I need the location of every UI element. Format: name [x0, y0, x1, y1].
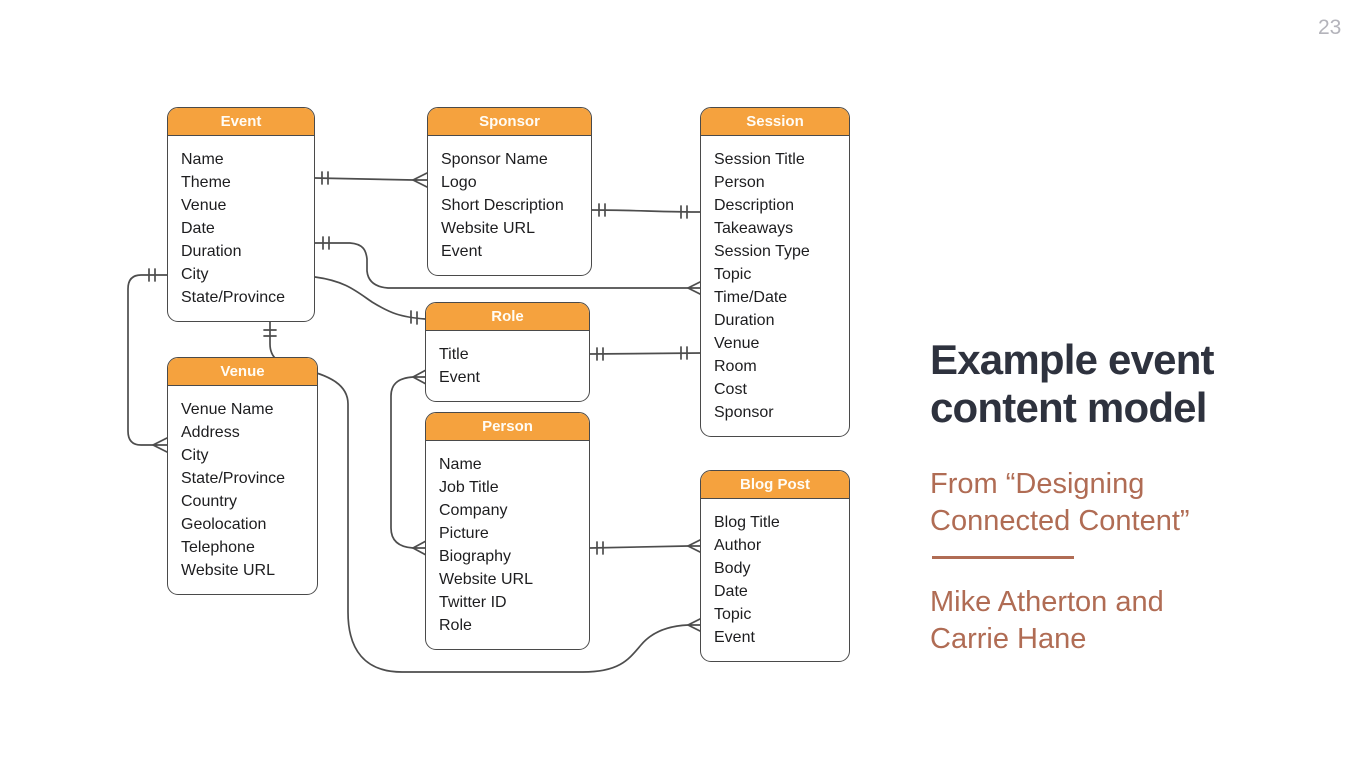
entity-field: City: [181, 266, 209, 283]
entity-field: Time/Date: [714, 289, 788, 306]
entity-field: Website URL: [441, 220, 535, 237]
entity-field: Name: [181, 151, 224, 168]
entity-field: Sponsor Name: [441, 151, 548, 168]
entity-field: Room: [714, 358, 757, 375]
entity-field: Twitter ID: [439, 594, 507, 611]
entity-session: [700, 107, 850, 437]
entity-role-fields: [426, 331, 589, 401]
slide-authors-line-2: Carrie Hane: [930, 623, 1087, 655]
entity-field: Sponsor: [714, 404, 774, 421]
connector-role-person: [391, 370, 426, 555]
entity-session-title: Session: [701, 108, 849, 136]
entity-field: Topic: [714, 606, 752, 623]
slide-title-line-1: Example event: [930, 336, 1214, 383]
entity-field: Session Type: [714, 243, 810, 260]
entity-field: Role: [439, 617, 472, 634]
connector-role-session: [590, 347, 702, 360]
entity-field: Address: [181, 424, 240, 441]
connector-sponsor-session: [592, 204, 702, 218]
entity-field: Person: [714, 174, 765, 191]
entity-venue: [167, 357, 318, 595]
entity-event-fields: [168, 136, 314, 321]
slide-authors: [930, 584, 1330, 658]
entity-field: Takeaways: [714, 220, 794, 237]
entity-field: Biography: [439, 548, 512, 565]
entity-field: Event: [441, 243, 482, 260]
entity-field: Venue Name: [181, 401, 274, 418]
entity-venue-fields: [168, 386, 317, 594]
entity-field: Cost: [714, 381, 747, 398]
entity-session-fields: [701, 136, 849, 436]
entity-role: [425, 302, 590, 402]
entity-field: City: [181, 447, 209, 464]
entity-field: Duration: [181, 243, 242, 260]
entity-person-title: Person: [426, 413, 589, 441]
slide-title: [930, 336, 1330, 432]
entity-field: Date: [181, 220, 215, 237]
entity-field: Description: [714, 197, 795, 214]
entity-venue-title: Venue: [168, 358, 317, 386]
entity-field: Short Description: [441, 197, 564, 214]
entity-field: Website URL: [439, 571, 533, 588]
entity-sponsor-fields: [428, 136, 591, 275]
entity-field: Telephone: [181, 539, 255, 556]
entity-field: Duration: [714, 312, 775, 329]
entity-field: Session Title: [714, 151, 805, 168]
slide-subtitle: [930, 466, 1330, 540]
connector-event-role: [315, 277, 425, 324]
entity-field: Company: [439, 502, 508, 519]
entity-field: Website URL: [181, 562, 275, 579]
connector-person-blogpost: [590, 539, 702, 554]
entity-field: Blog Title: [714, 514, 780, 531]
entity-field: Geolocation: [181, 516, 267, 533]
entity-field: Event: [439, 369, 480, 386]
entity-field: Country: [181, 493, 238, 510]
entity-field: Job Title: [439, 479, 499, 496]
entity-sponsor-title: Sponsor: [428, 108, 591, 136]
entity-person: [425, 412, 590, 650]
entity-field: Topic: [714, 266, 752, 283]
entity-person-fields: [426, 441, 589, 649]
page-number: 23: [1318, 16, 1342, 39]
entity-blog-post: [700, 470, 850, 662]
entity-field: Theme: [181, 174, 231, 191]
entity-blog-post-title: Blog Post: [701, 471, 849, 499]
entity-field: Author: [714, 537, 762, 554]
entity-field: Event: [714, 629, 755, 646]
entity-field: Title: [439, 346, 469, 363]
slide-title-line-2: content model: [930, 384, 1207, 431]
accent-divider: [932, 556, 1074, 559]
entity-field: Date: [714, 583, 748, 600]
connector-event-sponsor: [315, 172, 427, 187]
slide-authors-line-1: Mike Atherton and: [930, 586, 1164, 618]
entity-sponsor: [427, 107, 592, 276]
entity-field: Name: [439, 456, 482, 473]
entity-blog-post-fields: [701, 499, 849, 661]
connector-event-venue: [128, 269, 167, 452]
entity-event: [167, 107, 315, 322]
slide-subtitle-line-2: Connected Content”: [930, 505, 1190, 537]
entity-field: State/Province: [181, 470, 286, 487]
entity-event-title: Event: [168, 108, 314, 136]
entity-field: Body: [714, 560, 751, 577]
entity-field: Logo: [441, 174, 477, 191]
entity-role-title: Role: [426, 303, 589, 331]
slide-subtitle-line-1: From “Designing: [930, 468, 1145, 500]
entity-field: Picture: [439, 525, 489, 542]
entity-field: State/Province: [181, 289, 286, 306]
entity-field: Venue: [181, 197, 227, 214]
entity-field: Venue: [714, 335, 760, 352]
